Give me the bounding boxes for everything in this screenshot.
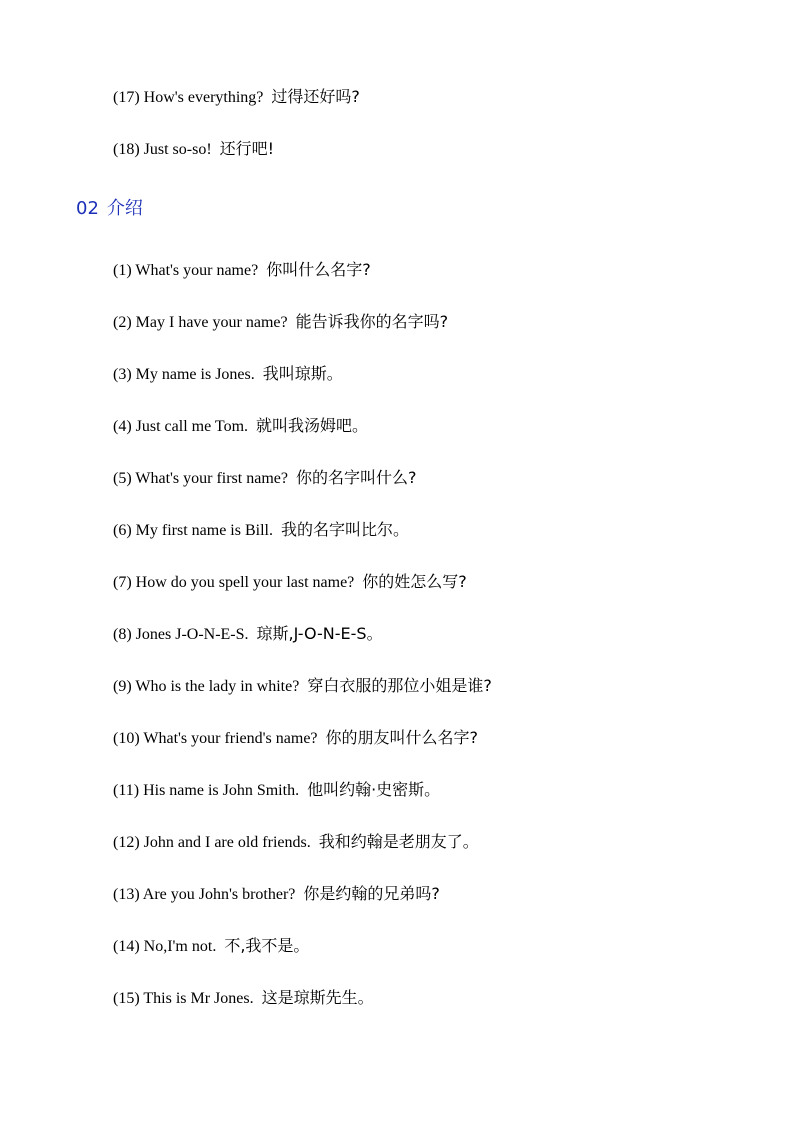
- chinese-translation: 我的名字叫比尔。: [280, 520, 409, 539]
- english-phrase: (18) Just so-so!: [113, 141, 212, 158]
- english-phrase: (6) My first name is Bill.: [113, 522, 273, 539]
- english-phrase: (14) No,I'm not.: [113, 938, 217, 955]
- section-number: 02: [76, 198, 99, 219]
- chinese-translation: 还行吧!: [219, 139, 275, 158]
- phrase-line: [113, 780, 440, 801]
- phrase-line: [113, 988, 374, 1009]
- phrase-line: [113, 312, 448, 333]
- phrase-line: [113, 936, 309, 957]
- chinese-translation: 你是约翰的兄弟吗?: [303, 884, 440, 903]
- english-phrase: (1) What's your name?: [113, 262, 259, 279]
- chinese-translation: 这是琼斯先生。: [261, 988, 374, 1007]
- english-phrase: (10) What's your friend's name?: [113, 730, 318, 747]
- chinese-translation: 我叫琼斯。: [262, 364, 343, 383]
- chinese-translation: 穿白衣服的那位小姐是谁?: [307, 676, 492, 695]
- section-title: 介绍: [106, 198, 143, 219]
- english-phrase: (17) How's everything?: [113, 89, 264, 106]
- phrase-line: [113, 884, 440, 905]
- section-heading: [76, 198, 143, 220]
- chinese-translation: 就叫我汤姆吧。: [256, 416, 369, 435]
- chinese-translation: 你的姓怎么写?: [362, 572, 467, 591]
- english-phrase: (4) Just call me Tom.: [113, 418, 249, 435]
- chinese-translation: 你叫什么名字?: [266, 260, 371, 279]
- chinese-translation: 能告诉我你的名字吗?: [295, 312, 449, 331]
- phrase-line: [113, 520, 409, 541]
- chinese-translation: 过得还好吗?: [271, 87, 360, 106]
- english-phrase: (2) May I have your name?: [113, 314, 288, 331]
- english-phrase: (7) How do you spell your last name?: [113, 574, 355, 591]
- phrase-line: [113, 87, 360, 108]
- chinese-translation: 琼斯,J-O-N-E-S。: [256, 624, 383, 643]
- phrase-line: [113, 416, 368, 437]
- chinese-translation: 你的朋友叫什么名字?: [325, 728, 479, 747]
- english-phrase: (15) This is Mr Jones.: [113, 990, 254, 1007]
- chinese-translation: 不,我不是。: [224, 936, 310, 955]
- phrase-line: [113, 624, 383, 645]
- english-phrase: (8) Jones J-O-N-E-S.: [113, 626, 249, 643]
- chinese-translation: 你的名字叫什么?: [295, 468, 417, 487]
- phrase-line: [113, 139, 274, 160]
- phrase-line: [113, 364, 343, 385]
- english-phrase: (3) My name is Jones.: [113, 366, 255, 383]
- phrase-line: [113, 832, 479, 853]
- phrase-line: [113, 572, 467, 593]
- phrase-line: [113, 728, 478, 749]
- phrase-line: [113, 676, 492, 697]
- english-phrase: (13) Are you John's brother?: [113, 886, 296, 903]
- english-phrase: (11) His name is John Smith.: [113, 782, 300, 799]
- phrase-line: [113, 468, 416, 489]
- phrase-line: [113, 260, 371, 281]
- english-phrase: (5) What's your first name?: [113, 470, 288, 487]
- english-phrase: (12) John and I are old friends.: [113, 834, 311, 851]
- chinese-translation: 我和约翰是老朋友了。: [318, 832, 479, 851]
- english-phrase: (9) Who is the lady in white?: [113, 678, 300, 695]
- chinese-translation: 他叫约翰·史密斯。: [307, 780, 441, 799]
